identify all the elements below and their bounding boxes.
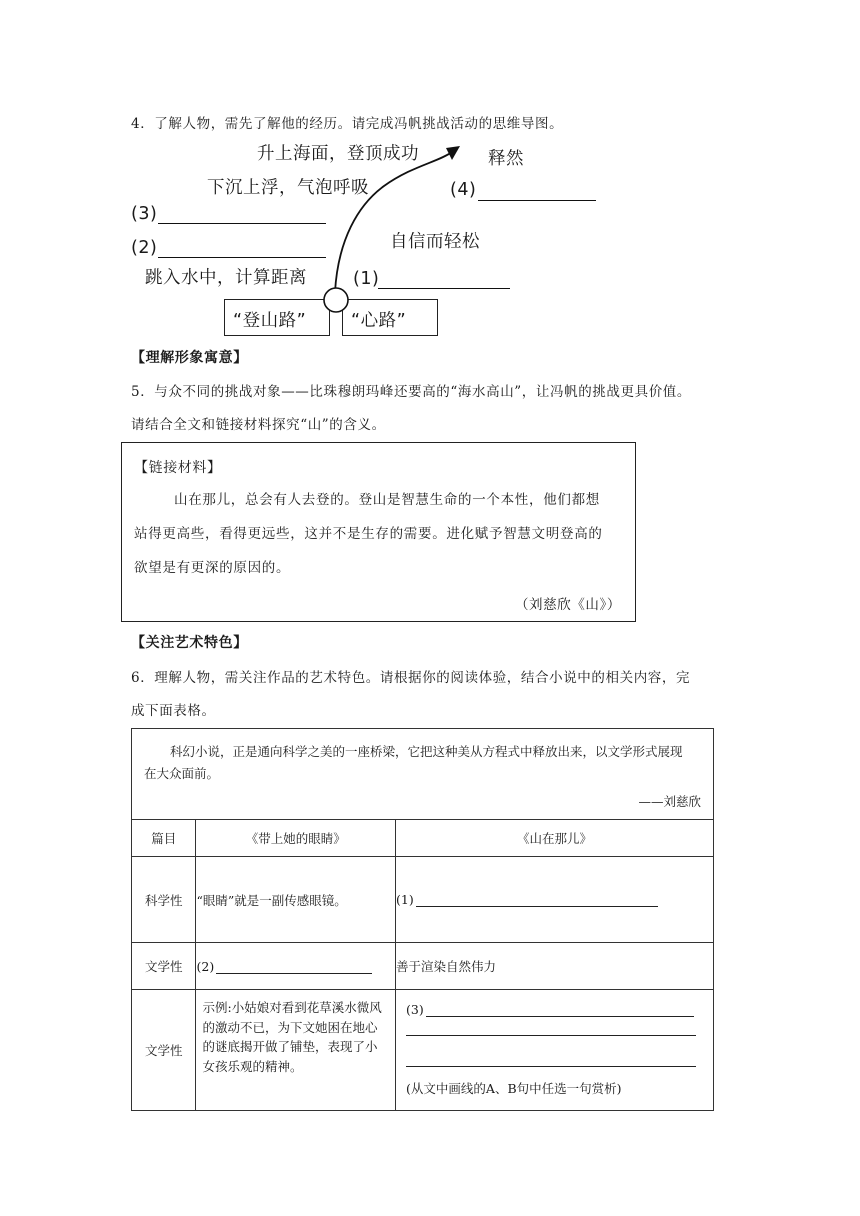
table-blank-3-line-1[interactable] [426, 1002, 694, 1017]
table-row-literary-2-label: 文学性 [132, 990, 196, 1111]
table-blank-3-label: (3) [406, 1002, 424, 1017]
table-row-literary-1-book-2: 善于渲染自然伟力 [396, 943, 714, 990]
table-blank-2-line[interactable] [216, 959, 372, 974]
linked-material-line-3: 欲望是有更深的原因的。 [134, 560, 291, 576]
mindmap-summit-text: 升上海面，登顶成功 [257, 144, 419, 164]
table-row-literary-2-book-2 [396, 990, 714, 1111]
mindmap-blank-1-label: (1) [353, 269, 380, 289]
table-quote-row [132, 729, 714, 820]
table-row-science-book-1: “眼睛”就是一副传感眼镜。 [196, 857, 396, 943]
linked-material-source: （刘慈欣《山》） [514, 597, 621, 613]
table-row-science [132, 857, 714, 943]
linked-material-line-1: 山在那儿，总会有人去登的。登山是智慧生命的一个本性，他们都想 [174, 492, 600, 508]
linked-material-line-2: 站得更高些，看得更远些，这并不是生存的需要。进化赋予智慧文明登高的 [134, 526, 603, 542]
table-row-literary-2 [132, 990, 714, 1111]
mountain-road-box [224, 299, 330, 336]
mindmap-relief-text: 释然 [488, 149, 524, 169]
mindmap-blank-1-line[interactable] [378, 288, 510, 289]
table-row-literary-1 [132, 943, 714, 990]
table-row-literary-2-book-1: 示例:小姑娘对看到花草溪水微风的激动不已，为下文她困在地心的谜底揭开做了铺垫，表现了小女孩乐观的精神。 [196, 990, 396, 1111]
mindmap-jump-text: 跳入水中，计算距离 [145, 268, 307, 288]
mindmap-blank-4-line[interactable] [478, 200, 596, 201]
table-header-row [132, 820, 714, 857]
table-row-literary-1-label: 文学性 [132, 943, 196, 990]
linked-material-title: 【链接材料】 [134, 460, 222, 476]
linked-material-box [121, 442, 636, 622]
table-blank-3-note: (从文中画线的A、B句中任选一句赏析) [406, 1081, 622, 1096]
mountain-road-label: “登山路” [233, 311, 307, 331]
mindmap-blank-3-label: (3) [131, 204, 158, 224]
question-5-line-1: 5．与众不同的挑战对象——比珠穆朗玛峰还要高的“海水高山”，让冯帆的挑战更具价值。 [131, 384, 691, 400]
table-row-literary-1-book-1 [196, 943, 396, 990]
section-heading-image-meaning: 【理解形象寓意】 [131, 350, 248, 366]
table-quote-author: ——刘慈欣 [638, 794, 701, 809]
table-blank-3-line-2[interactable] [406, 1035, 696, 1036]
table-quote-line-1: 科幻小说，正是通向科学之美的一座桥梁，它把这种美从方程式中释放出来，以文学形式展现 [170, 744, 683, 759]
question-4-text: 4．了解人物，需先了解他的经历。请完成冯帆挑战活动的思维导图。 [131, 116, 564, 132]
center-circle-icon [322, 286, 350, 314]
question-6-line-1: 6．理解人物，需关注作品的艺术特色。请根据你的阅读体验，结合小说中的相关内容，完 [131, 670, 691, 686]
table-quote-line-2: 在大众面前。 [144, 766, 220, 781]
mindmap-blank-2-label: (2) [131, 238, 158, 258]
heart-road-label: “心路” [351, 311, 407, 331]
mindmap-blank-3-line[interactable] [158, 223, 326, 224]
mindmap-bubble-text: 下沉上浮，气泡呼吸 [207, 178, 369, 198]
table-blank-2-label: (2) [196, 958, 215, 974]
table-row-science-label: 科学性 [132, 857, 196, 943]
table-row-science-book-2 [396, 857, 714, 943]
art-features-table [131, 728, 714, 1111]
question-6-line-2: 成下面表格。 [131, 703, 216, 719]
mindmap-confident-text: 自信而轻松 [390, 232, 480, 252]
mindmap-blank-4-label: (4) [450, 180, 477, 200]
table-header-title: 篇目 [132, 820, 196, 857]
heart-road-box [342, 299, 438, 336]
mindmap-blank-2-line[interactable] [158, 257, 326, 258]
question-5-line-2: 请结合全文和链接材料探究“山”的含义。 [131, 417, 386, 433]
table-blank-1-label: (1) [396, 892, 414, 907]
table-header-book-1: 《带上她的眼睛》 [196, 820, 396, 857]
section-heading-art-features: 【关注艺术特色】 [131, 635, 248, 651]
table-header-book-2: 《山在那儿》 [396, 820, 714, 857]
table-blank-3-line-3[interactable] [406, 1066, 696, 1067]
table-blank-1-line[interactable] [416, 892, 658, 907]
